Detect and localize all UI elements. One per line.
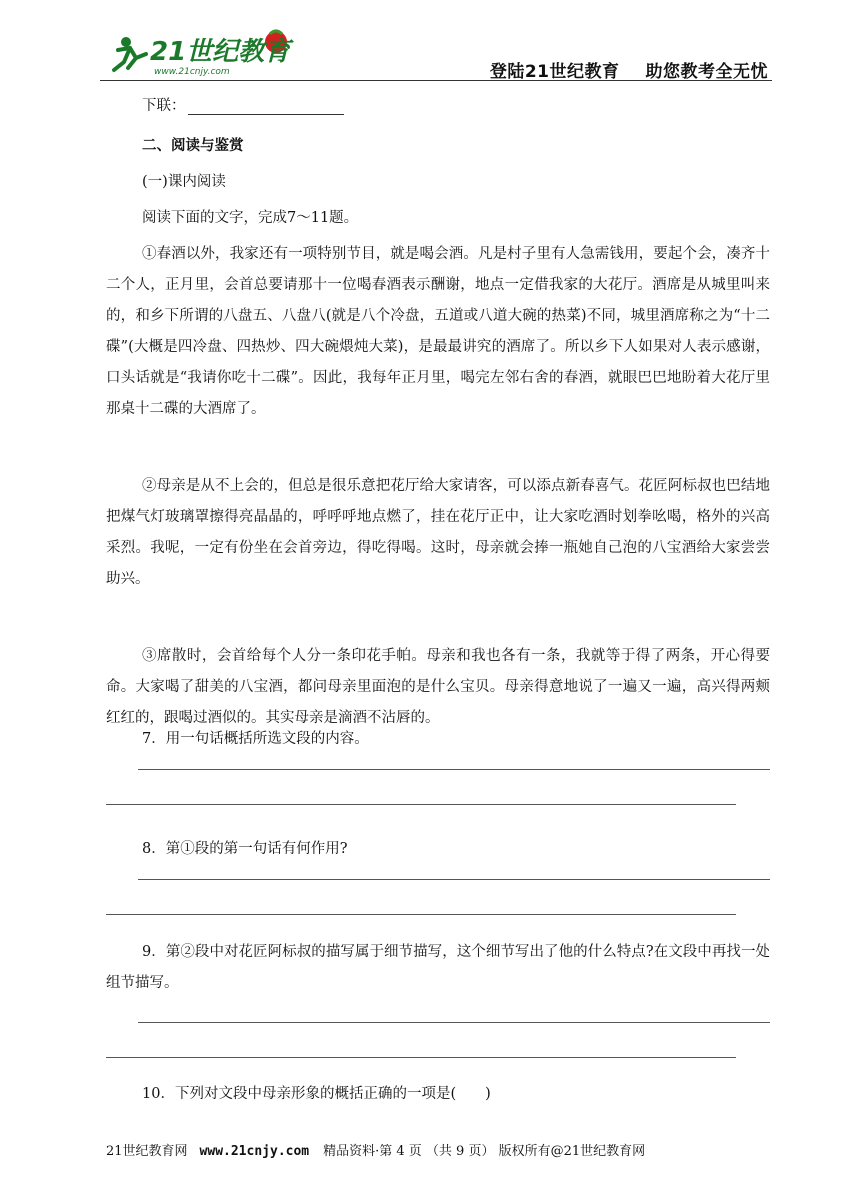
- footer-brand: 21世纪教育网: [106, 1144, 188, 1159]
- question-10: 10．下列对文段中母亲形象的概括正确的一项是( ): [142, 1086, 491, 1102]
- question-8: 8．第①段的第一句话有何作用?: [142, 841, 348, 857]
- svg-text:www.21cnjy.com: www.21cnjy.com: [154, 67, 230, 77]
- paragraph-3: ③席散时，会首给每个人分一条印花手帕。母亲和我也各有一条，我就等于得了两条，开心得要命。大家喝了甜美的八宝酒，都问母亲里面泡的是什么宝贝。母亲得意地说了一遍又一遍，高兴得两颊红红的，跟喝过酒似的。其实母亲是滴酒不沾唇的。: [106, 648, 770, 726]
- question-7: 7．用一句话概括所选文段的内容。: [142, 731, 369, 747]
- question-9: 9．第②段中对花匠阿标叔的描写属于细节描写，这个细节写出了他的什么特点?在文段中再找一处组节描写。: [106, 944, 770, 991]
- header-divider: [100, 80, 772, 81]
- page-footer: [106, 1140, 645, 1159]
- page-header: [100, 28, 772, 84]
- answer-line[interactable]: [106, 914, 736, 915]
- xialian-line: [142, 94, 344, 115]
- xialian-blank: [188, 100, 344, 115]
- footer-site-link[interactable]: www.21cnjy.com: [199, 1144, 310, 1159]
- answer-line[interactable]: [138, 769, 770, 770]
- subsection-title: (一)课内阅读: [142, 174, 226, 190]
- section-title: 二、阅读与鉴赏: [142, 138, 244, 154]
- paragraph-1: ①春酒以外，我家还有一项特别节目，就是喝会酒。凡是村子里有人急需钱用，要起个会，凑齐十二个人，正月里，会首总要请那十一位喝春酒表示酬谢，地点一定借我家的大花厅。酒席是从城里叫来的，和乡下所谓的八盘五、八盘八(就是八个冷盘，五道或八道大碗的热菜)不同，城里酒席称之为“十二碟”(大概是四冷盘、四热炒、四大碗煨炖大菜)，是最最讲究的酒席了。所以乡下人如果对人表示感谢，口头话就是“我请你吃十二碟”。因此，我每年正月里，喝完左邻右舍的春酒，就眼巴巴地盼着大花厅里那桌十二碟的大酒席了。: [106, 246, 770, 417]
- paragraph-2: ②母亲是从不上会的，但总是很乐意把花厅给大家请客，可以添点新春喜气。花匠阿标叔也巴结地把煤气灯玻璃罩擦得亮晶晶的，呼呼呼地点燃了，挂在花厅正中，让大家吃酒时划拳吆喝，格外的兴高采烈。我呢，一定有份坐在会首旁边，得吃得喝。这时，母亲就会捧一瓶她自己泡的八宝酒给大家尝尝助兴。: [106, 478, 770, 587]
- instruction: 阅读下面的文字，完成7～11题。: [142, 210, 359, 226]
- answer-line[interactable]: [106, 804, 736, 805]
- header-slogan-right: 助您教考全无忧: [645, 62, 768, 82]
- svg-text:21世纪教育: 21世纪教育: [150, 37, 291, 67]
- answer-line[interactable]: [138, 1022, 770, 1023]
- answer-line[interactable]: [106, 1057, 736, 1058]
- footer-info: 精品资料·第 4 页 （共 9 页） 版权所有@21世纪教育网: [323, 1144, 646, 1159]
- xialian-label: 下联：: [142, 98, 186, 114]
- header-slogan-left: 登陆21世纪教育: [489, 62, 620, 82]
- answer-line[interactable]: [138, 879, 770, 880]
- logo-21cnjy: [106, 28, 306, 80]
- header-slogan: [490, 57, 768, 82]
